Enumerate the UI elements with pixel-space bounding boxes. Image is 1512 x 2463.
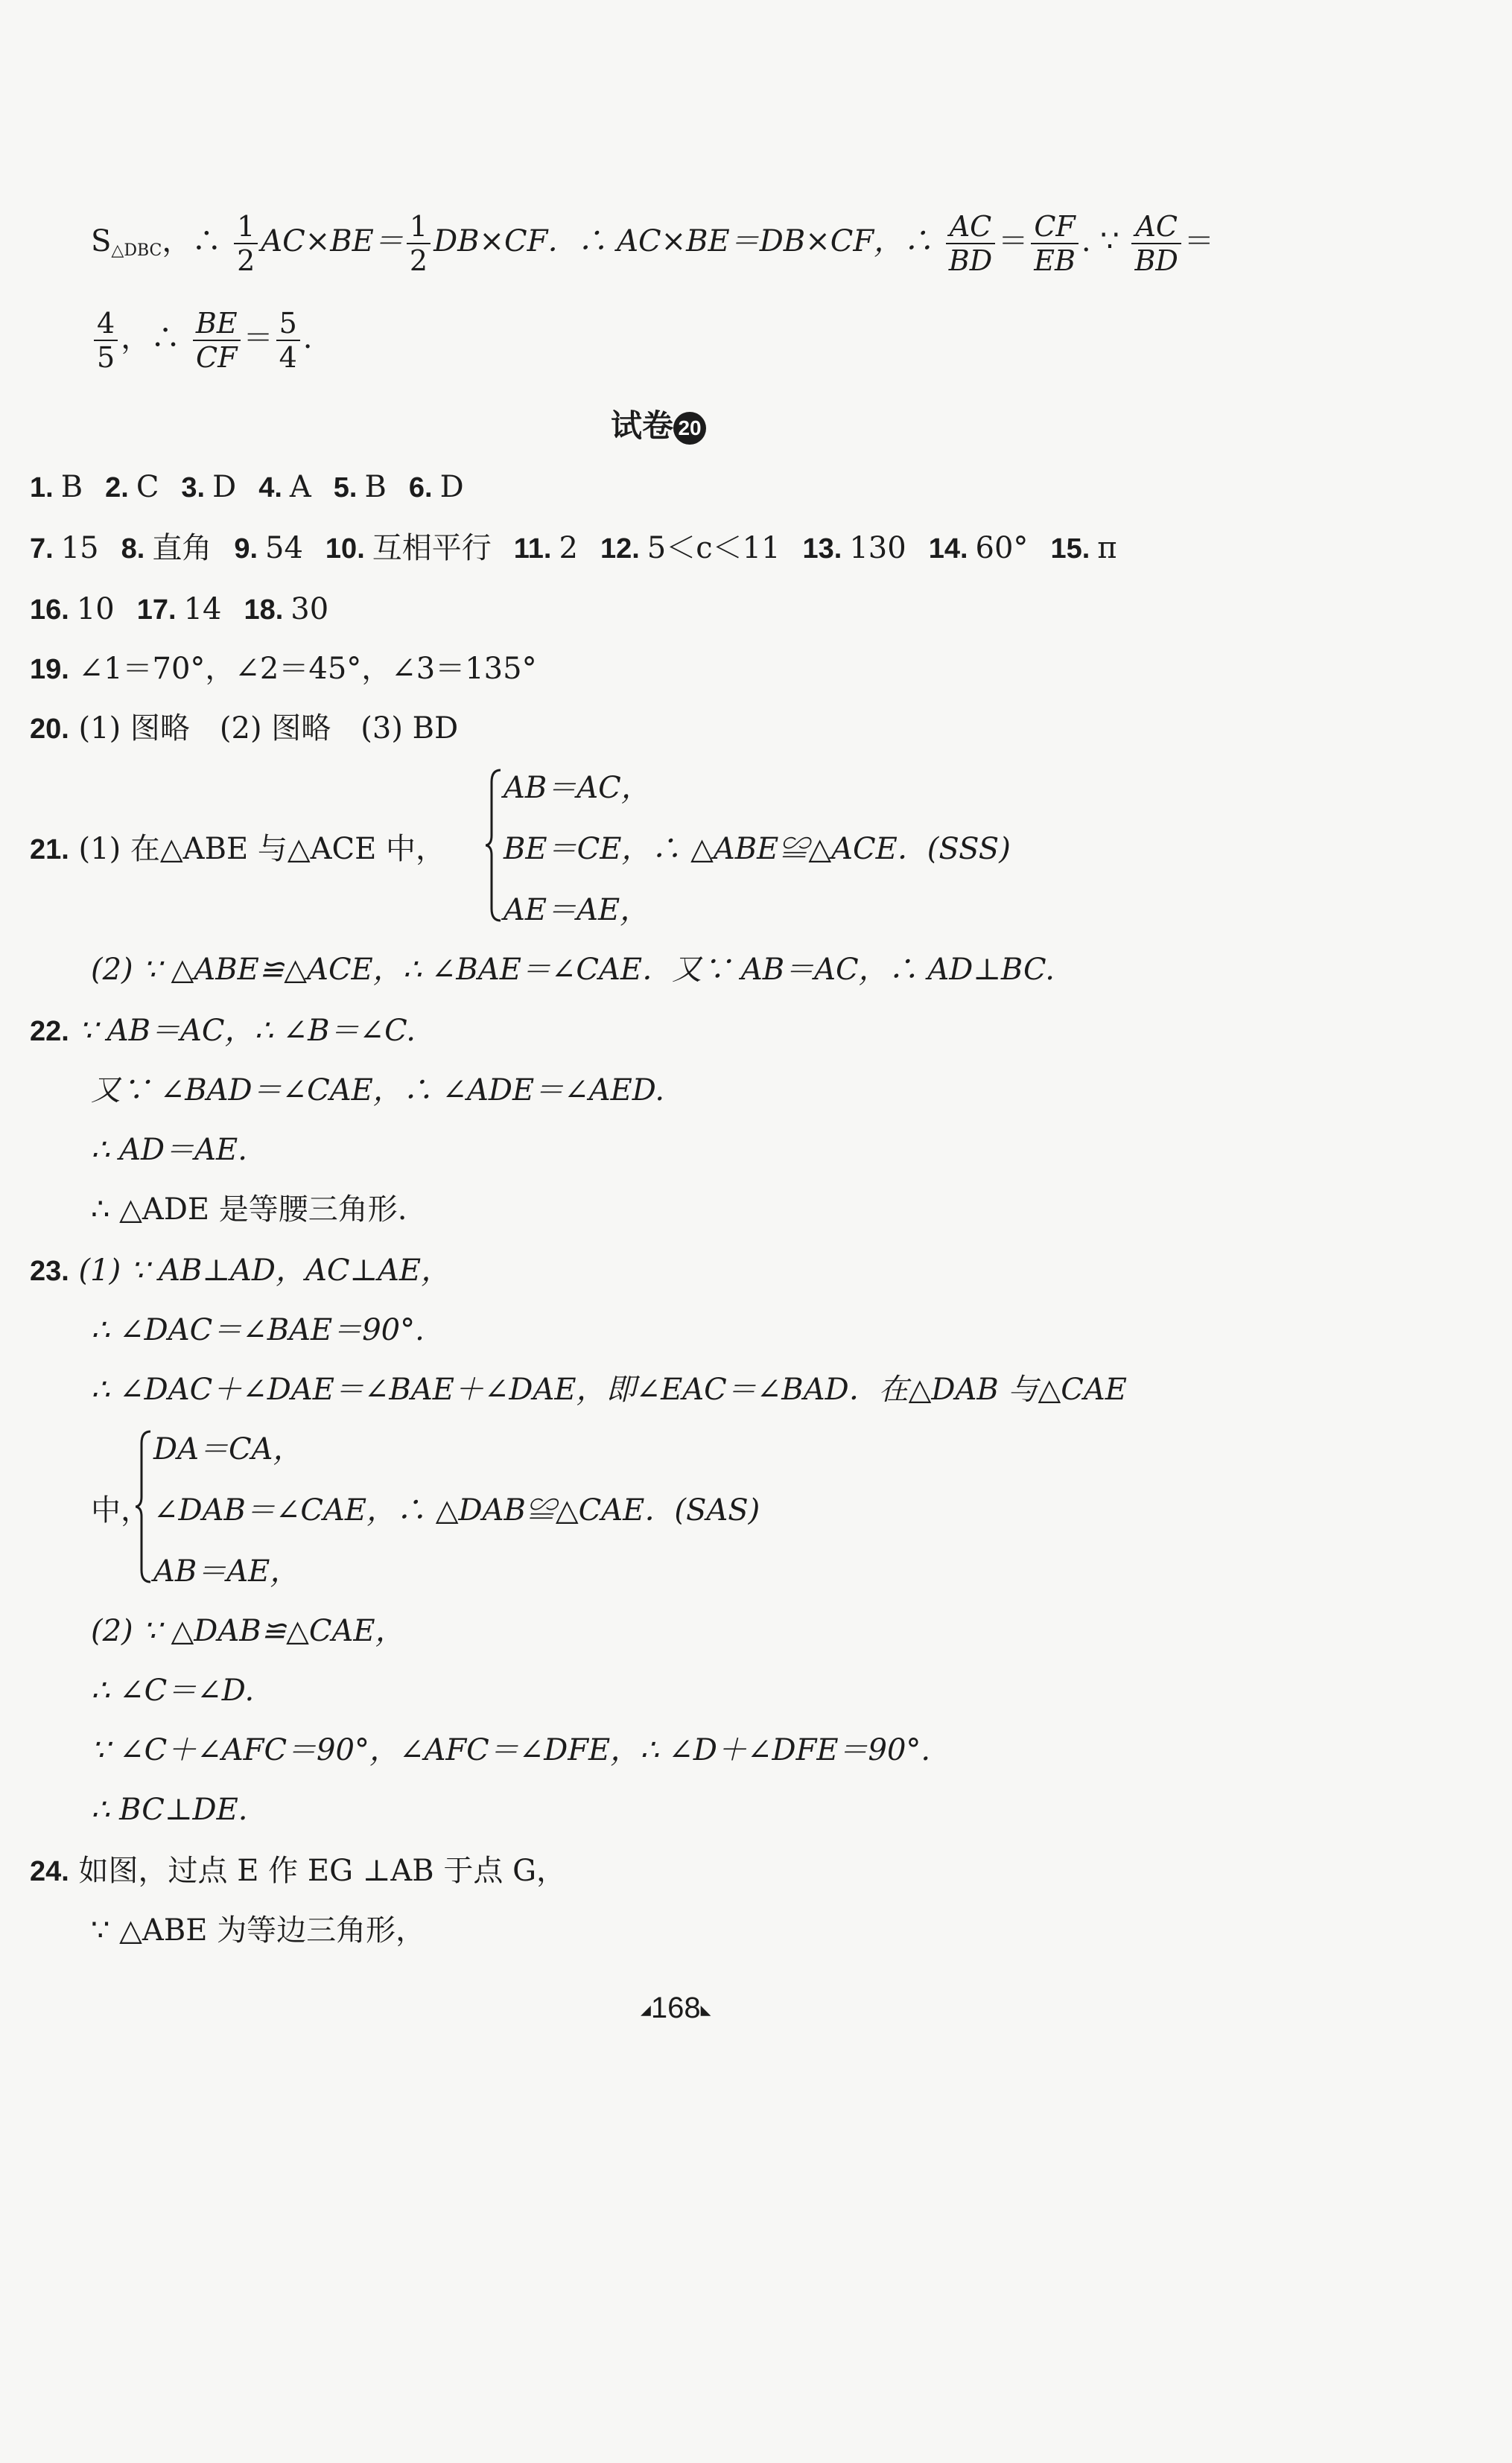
question-22-line-1 xyxy=(30,1013,416,1049)
q21-brace-line-2: BE＝CE，∴ △ABE≌△ACE．(SSS) xyxy=(504,832,1011,866)
question-20 xyxy=(30,711,458,747)
answer-item xyxy=(1050,531,1116,565)
question-number: 1. xyxy=(30,472,54,503)
denominator: BD xyxy=(1131,243,1181,277)
intro-line-2 xyxy=(91,307,312,374)
left-triangle-icon: ◢ xyxy=(641,2002,651,2018)
question-number: 23. xyxy=(30,1256,69,1287)
section-heading xyxy=(611,408,706,445)
answer-value: C xyxy=(136,470,159,504)
answer-value: D xyxy=(212,470,237,504)
s-subscript: △DBC xyxy=(111,241,162,260)
answer-value: 互相平行 xyxy=(372,531,492,565)
denominator: 2 xyxy=(407,243,431,277)
question-24-line-2: ∵ △ABE 为等边三角形， xyxy=(91,1913,426,1948)
answer-value: 30 xyxy=(290,592,329,626)
answer-row-3 xyxy=(30,591,351,628)
question-22-line-2: 又∵ ∠BAD＝∠CAE，∴ ∠ADE＝∠AED. xyxy=(91,1073,665,1107)
fraction xyxy=(234,210,258,277)
numerator: AC xyxy=(949,210,992,243)
question-number: 20. xyxy=(30,714,69,745)
answer-value: B xyxy=(364,470,387,504)
text-fragment: ，∴ xyxy=(121,321,181,355)
question-number: 6. xyxy=(408,472,433,503)
text-fragment: ＝ xyxy=(998,224,1029,258)
question-23-line-4: (2) ∵ △DAB≌△CAE， xyxy=(91,1614,405,1648)
answer-value: 2 xyxy=(559,531,578,565)
q23-brace-line-2: ∠DAB＝∠CAE，∴ △DAB≌△CAE．(SAS) xyxy=(153,1493,760,1528)
answer-item xyxy=(234,531,303,565)
question-23-lead: 中， xyxy=(91,1493,150,1528)
answer-text: ∵ AB＝AC，∴ ∠B＝∠C. xyxy=(78,1014,416,1048)
answer-row-1 xyxy=(30,469,486,506)
question-number: 9. xyxy=(234,533,258,565)
answer-value: 130 xyxy=(849,531,906,565)
fraction xyxy=(407,210,431,277)
question-number: 5. xyxy=(333,472,358,503)
text-fragment: ＝ xyxy=(243,321,273,355)
question-21-line-1 xyxy=(30,831,445,868)
text-fragment: AC×BE＝ xyxy=(261,224,404,258)
answer-value: 15 xyxy=(60,531,99,565)
page-number-text: 168 xyxy=(650,1992,701,2024)
denominator: 4 xyxy=(276,340,300,374)
answer-value: 直角 xyxy=(152,531,212,565)
question-number: 18. xyxy=(244,594,284,626)
numerator: 1 xyxy=(237,210,255,243)
question-number: 12. xyxy=(600,533,640,565)
answer-item xyxy=(600,531,781,565)
question-number: 21. xyxy=(30,834,69,865)
question-number: 11. xyxy=(513,533,552,565)
question-number: 4. xyxy=(258,472,282,503)
question-number: 7. xyxy=(30,533,54,565)
answer-item xyxy=(181,470,236,504)
answer-value: 10 xyxy=(76,592,115,626)
question-23-line-5: ∴ ∠C＝∠D. xyxy=(91,1674,255,1708)
answer-item xyxy=(334,470,387,504)
question-19 xyxy=(30,651,537,687)
answer-row-2 xyxy=(30,530,1140,567)
fraction xyxy=(94,307,118,374)
question-23-line-2: ∴ ∠DAC＝∠BAE＝90°. xyxy=(91,1313,425,1347)
question-22-line-3: ∴ AD＝AE. xyxy=(91,1133,247,1167)
answer-text: 如图，过点 E 作 EG ⊥AB 于点 G， xyxy=(78,1854,567,1888)
q23-brace-line-3: AB＝AE， xyxy=(153,1554,300,1589)
question-number: 15. xyxy=(1050,533,1090,565)
question-24-line-1 xyxy=(30,1853,566,1890)
brace-icon xyxy=(136,1428,153,1585)
question-number: 3. xyxy=(181,472,206,503)
s-label: S xyxy=(91,224,112,258)
section-number-badge: 20 xyxy=(673,412,706,445)
question-number: 8. xyxy=(121,533,145,565)
denominator: CF xyxy=(193,340,241,374)
text-fragment: . ∵ xyxy=(1081,224,1119,258)
question-22-line-4: ∴ △ADE 是等腰三角形. xyxy=(91,1192,407,1227)
question-number: 17. xyxy=(136,594,177,626)
question-number: 2. xyxy=(105,472,129,503)
answer-value: B xyxy=(60,470,83,504)
answer-text: (1) 在△ABE 与△ACE 中， xyxy=(78,832,446,866)
page-number xyxy=(641,1990,711,2027)
question-number: 22. xyxy=(30,1016,69,1047)
fraction xyxy=(276,307,300,374)
intro-line-1 xyxy=(91,210,1214,277)
answer-value: 60° xyxy=(975,531,1029,565)
numerator: CF xyxy=(1034,210,1076,243)
brace-icon xyxy=(486,767,504,924)
question-number: 14. xyxy=(928,533,968,565)
answer-item xyxy=(121,531,212,565)
answer-item xyxy=(258,470,311,504)
answer-item xyxy=(409,470,464,504)
question-number: 19. xyxy=(30,654,69,685)
q21-brace-line-1: AB＝AC， xyxy=(504,771,651,805)
text-fragment: ，∴ xyxy=(162,224,222,258)
question-number: 16. xyxy=(30,594,69,626)
answer-text: (1) ∵ AB⊥AD，AC⊥AE， xyxy=(78,1253,451,1288)
section-title: 试卷 xyxy=(611,407,674,444)
answer-text: (1) 图略 (2) 图略 (3) BD xyxy=(78,711,459,746)
numerator: 5 xyxy=(279,307,297,340)
q21-brace-line-3: AE＝AE， xyxy=(504,893,650,927)
q23-brace-line-1: DA＝CA， xyxy=(153,1432,303,1466)
text-fragment: DB×CF．∴ AC×BE＝DB×CF，∴ xyxy=(433,224,934,258)
right-triangle-icon: ◣ xyxy=(700,2002,711,2018)
fraction xyxy=(1031,210,1079,277)
answer-item xyxy=(514,531,578,565)
denominator: 2 xyxy=(234,243,258,277)
answer-item xyxy=(244,592,328,626)
answer-value: 14 xyxy=(183,592,222,626)
denominator: EB xyxy=(1031,243,1079,277)
fraction xyxy=(193,307,241,374)
answer-value: D xyxy=(439,470,464,504)
question-23-line-1 xyxy=(30,1253,451,1289)
answer-value: 54 xyxy=(265,531,303,565)
answer-item xyxy=(325,531,492,565)
question-23-line-6: ∵ ∠C＋∠AFC＝90°，∠AFC＝∠DFE，∴ ∠D＋∠DFE＝90°. xyxy=(91,1733,931,1767)
question-21-line-2: (2) ∵ △ABE≌△ACE，∴ ∠BAE＝∠CAE．又∵ AB＝AC，∴ AD⊥BC. xyxy=(91,953,1055,987)
question-23-line-7: ∴ BC⊥DE. xyxy=(91,1793,248,1827)
fraction xyxy=(1131,210,1181,277)
numerator: BE xyxy=(195,307,238,340)
answer-value: 5＜c＜11 xyxy=(647,531,781,565)
question-number: 10. xyxy=(325,533,365,565)
answer-value: A xyxy=(289,470,311,504)
answer-item xyxy=(30,592,115,626)
denominator: BD xyxy=(946,243,995,277)
question-23-line-3: ∴ ∠DAC＋∠DAE＝∠BAE＋∠DAE，即∠EAC＝∠BAD．在△DAB 与△CAE xyxy=(91,1373,1127,1407)
answer-item xyxy=(30,531,99,565)
answer-value: π xyxy=(1097,531,1117,565)
denominator: 5 xyxy=(94,340,118,374)
answer-item xyxy=(929,531,1029,565)
fraction xyxy=(946,210,995,277)
answer-item xyxy=(105,470,159,504)
text-fragment: ＝ xyxy=(1184,224,1214,258)
question-number: 24. xyxy=(30,1856,69,1887)
question-number: 13. xyxy=(802,533,842,565)
numerator: 4 xyxy=(97,307,115,340)
answer-item xyxy=(803,531,906,565)
answer-item xyxy=(30,470,83,504)
numerator: 1 xyxy=(409,210,428,243)
answer-text: ∠1＝70°，∠2＝45°，∠3＝135° xyxy=(78,652,537,686)
text-fragment: . xyxy=(302,321,313,355)
answer-item xyxy=(137,592,222,626)
numerator: AC xyxy=(1135,210,1178,243)
